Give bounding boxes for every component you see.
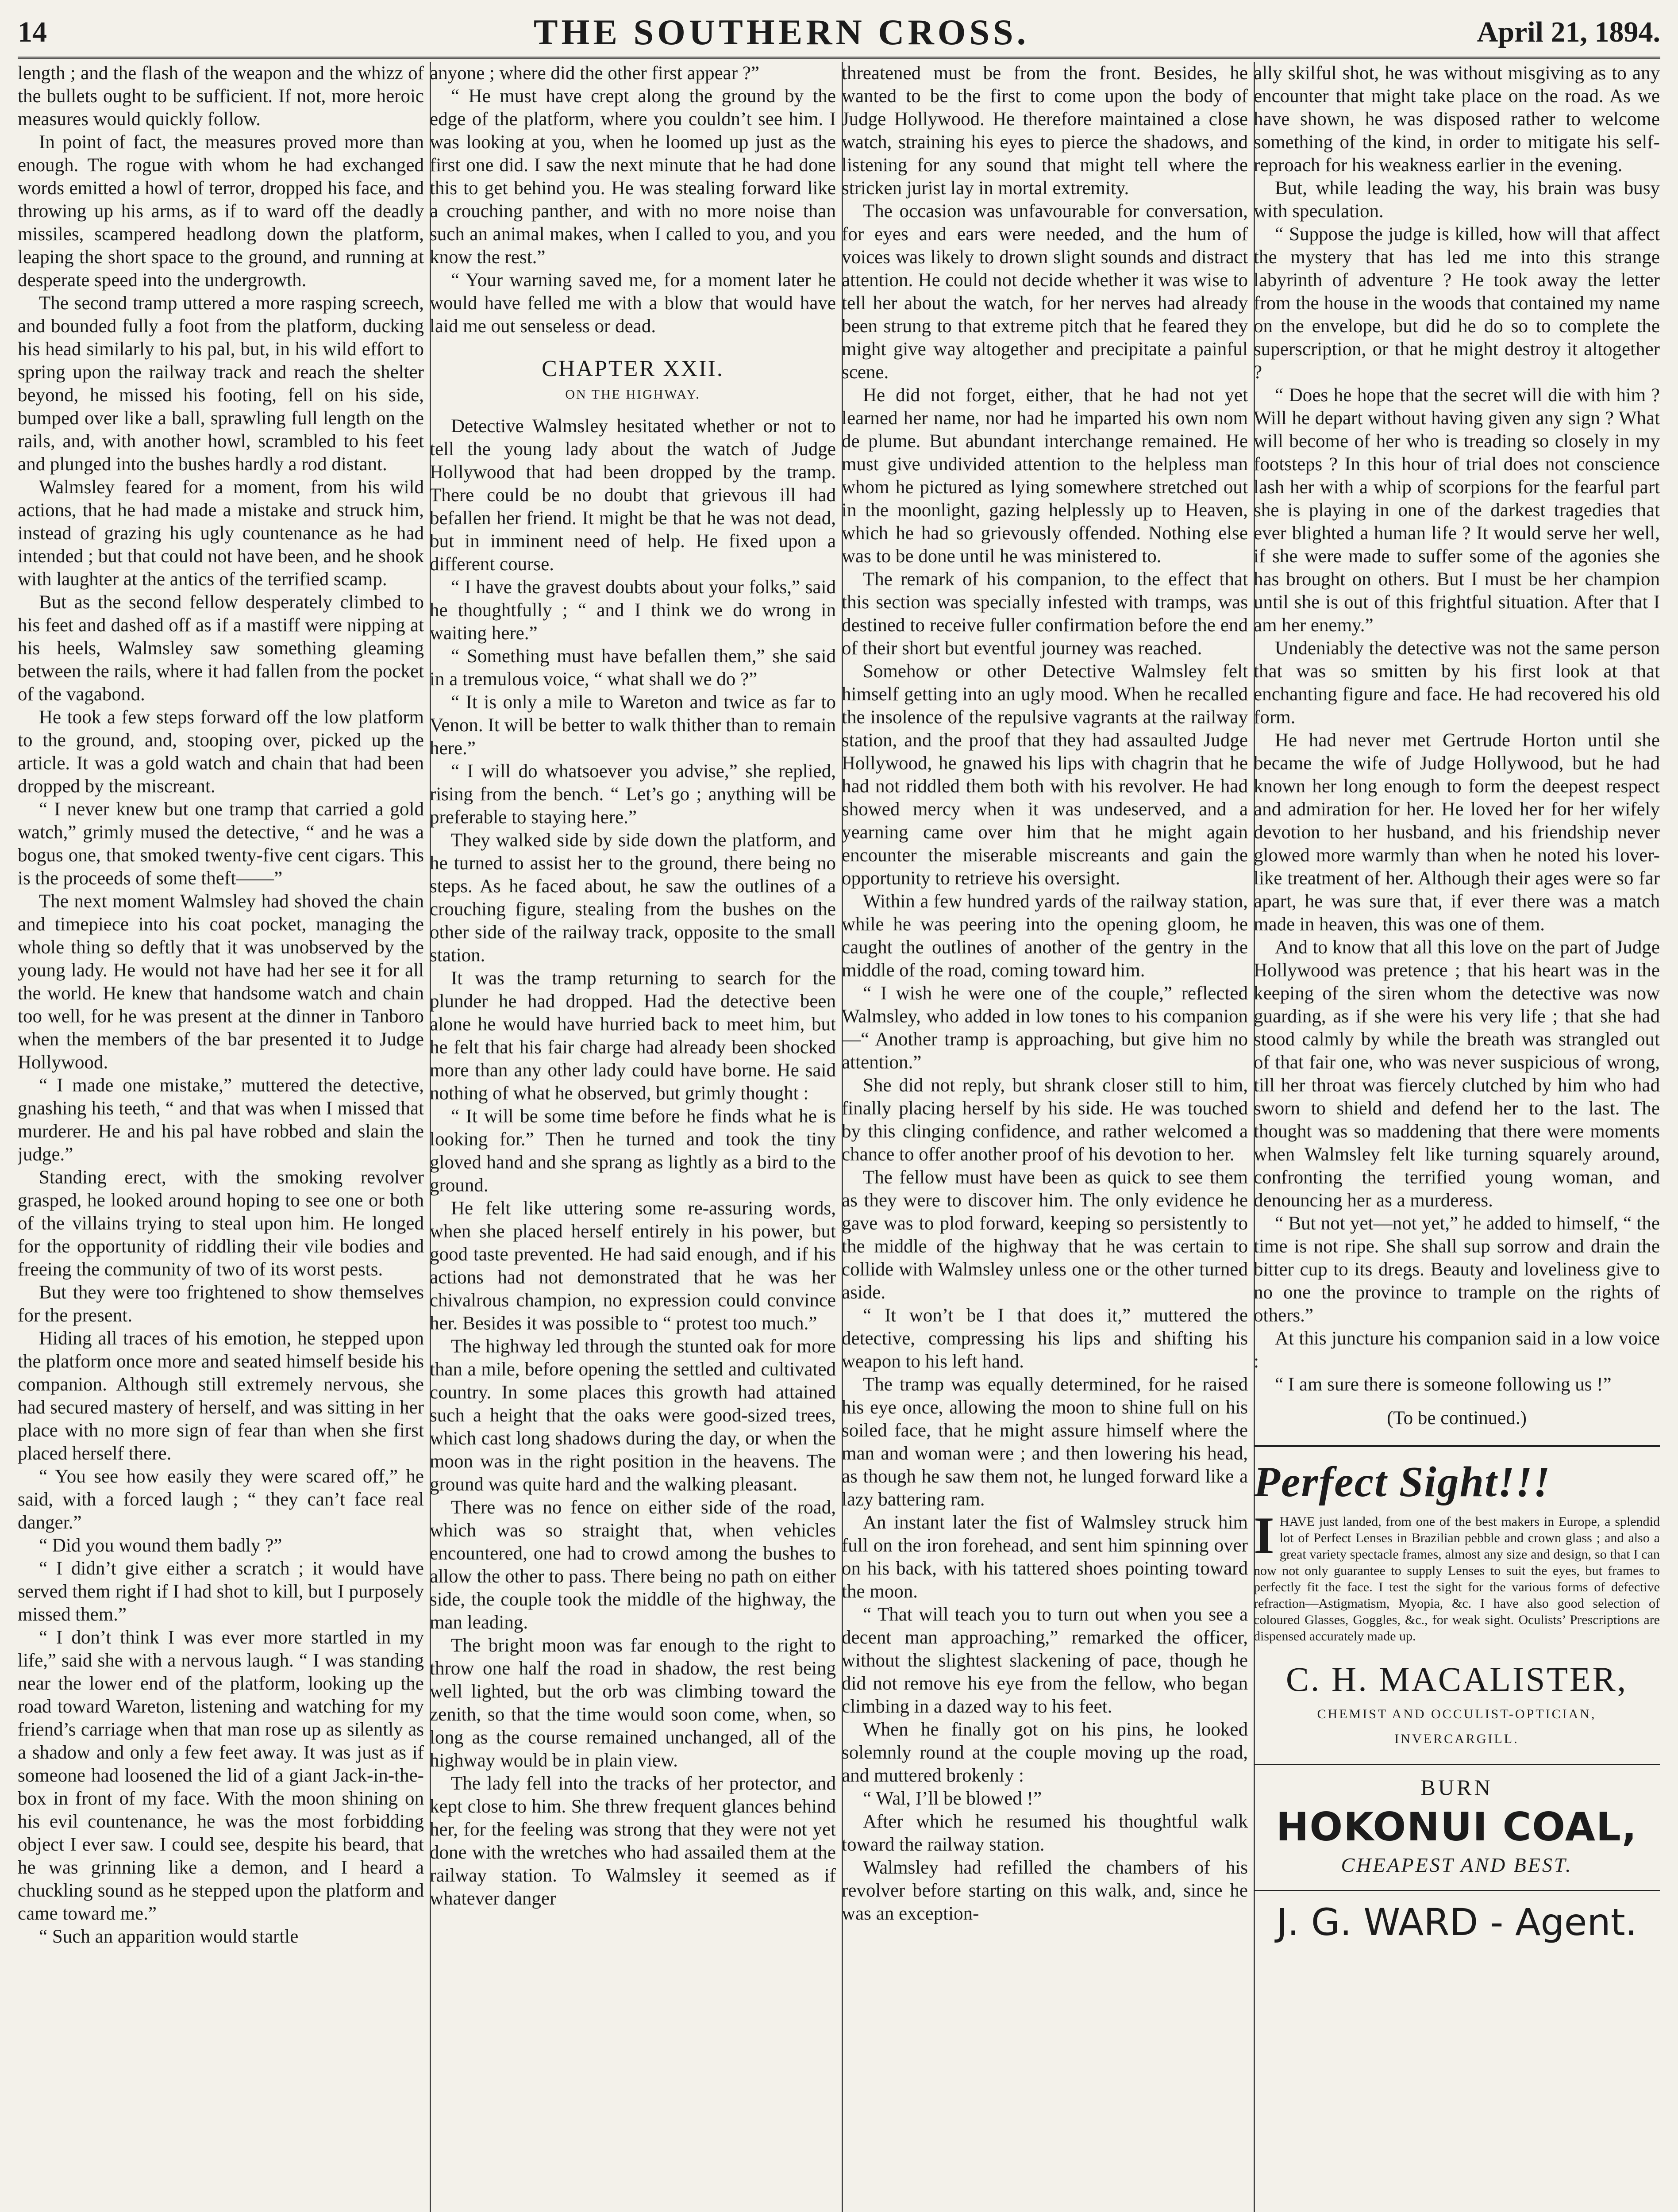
paragraph: But, while leading the way, his brain was busy with speculation. bbox=[1254, 178, 1660, 222]
article-columns bbox=[18, 62, 1660, 2212]
paragraph: The remark of his companion, to the effect that this section was specially infested with tramps, was destined to receive fuller confirmation before the end of their short but eventful journey was reached. bbox=[842, 569, 1248, 659]
paragraph: The lady fell into the tracks of her protector, and kept close to him. She threw frequent glances behind her, for the feeling was strong that they were not yet done with the wretches who had assailed them at the railway station. To Walmsley it seemed as if whatever danger bbox=[430, 1773, 836, 1909]
to-be-continued: (To be continued.) bbox=[1387, 1408, 1527, 1429]
paragraph: “ I didn’t give either a scratch ; it would have served them right if I had shot to kill, but I purposely missed them.” bbox=[18, 1558, 424, 1625]
paragraph: “ It won’t be I that does it,” muttered the detective, compressing his lips and shifting his weapon to his left hand. bbox=[842, 1305, 1248, 1372]
paragraph: “ Does he hope that the secret will die with him ? Will he depart without having given any sign ? What will become of her who is treading so closely in my footsteps ? In this hour of trial does not conscience lash her with a whip of scorpions for the fearful part she is playing in one of the darkest tragedies that ever blighted a human life ? It would serve her well, if she were made to suffer some of the agonies she has brought on others. But I must be her champion until she is out of this frightful situation. After that I am her enemy.” bbox=[1254, 385, 1660, 636]
paragraph: “ Such an apparition would startle bbox=[39, 1926, 299, 1947]
paragraph: “ I made one mistake,” muttered the detective, gnashing his teeth, “ and that was when I missed that murderer. He and his pal have robbed and slain the judge.” bbox=[18, 1075, 424, 1165]
paragraph: “ Wal, I’ll be blowed !” bbox=[863, 1788, 1042, 1809]
paragraph: There was no fence on either side of the road, which was so straight that, when vehicles encountered, one had to crowd among the bushes to allow the other to pass. There being no path on either side, the couple took the middle of the highway, the man leading. bbox=[430, 1497, 836, 1633]
paragraph: “ I wish he were one of the couple,” reflected Walmsley, who added in low tones to his companion —“ Another tramp is approaching, but give him no attention.” bbox=[842, 983, 1248, 1073]
paragraph: Somehow or other Detective Walmsley felt himself getting into an ugly mood. When he recalled the insolence of the repulsive vagrants at the railway station, and the proof that they had assaulted Judge Hollywood, he gnawed his lips with chagrin that he had not riddled them both with his revolver. He had showed mercy when it was undeserved, and a yearning came over him that he might again encounter the miserable miscreants and gain the opportunity to retrieve his oversight. bbox=[842, 661, 1248, 889]
column-2 bbox=[430, 62, 836, 2212]
paragraph: He did not forget, either, that he had not yet learned her name, nor had he imparted his own nom de plume. But abundant interchange remained. He must give undivided attention to the helpless man whom he pictured as lying somewhere stretched out in the moonlight, gazing helplessly up to Heaven, which he had so grievously offended. Nothing else was to be done until he was ministered to. bbox=[842, 385, 1248, 567]
paragraph: “ I never knew but one tramp that carried a gold watch,” grimly mused the detective, “ and he was a bogus one, that smoked twenty-five cent cigars. This is the proceeds of some theft——” bbox=[18, 799, 424, 889]
paragraph: Standing erect, with the smoking revolver grasped, he looked around hoping to see one or both of the villains trying to steal upon him. He longed for the opportunity of riddling their vile bodies and freeing the community of two of its worst pests. bbox=[18, 1167, 424, 1280]
advert-hokonui-coal bbox=[1254, 1774, 1660, 1943]
paragraph: “ I don’t think I was ever more startled in my life,” said she with a nervous laugh. “ I was standing near the lower end of the platform, looking up the road toward Wareton, listening and watching for my friend’s carriage when that man rose up as silently as a shadow and only a few feet away. It was just as if someone had loosened the lid of a giant Jack-in-the-box in front of my face. With the moon shining on his evil countenance, he was the most forbidding object I ever saw. I could see, despite his beard, that he was grinning like a demon, and I heard a chuckling sound as he stepped upon the platform and came toward me.” bbox=[18, 1627, 424, 1924]
advert-perfect-sight bbox=[1254, 1445, 1660, 1751]
paragraph: “ I have the gravest doubts about your folks,” said he thoughtfully ; “ and I think we do wrong in waiting here.” bbox=[430, 577, 836, 644]
drop-cap: I bbox=[1254, 1506, 1274, 1565]
paragraph: Walmsley feared for a moment, from his wild actions, that he had made a mistake and struck him, instead of grazing his ugly countenance as he had intended ; but that could not have been, and he shook with laughter at the antics of the terrified scamp. bbox=[18, 477, 424, 590]
advert-text: HAVE just landed, from one of the best makers in Europe, a splendid lot of Perfect Lenses in Brazilian pebble and crown glass ; and also a great variety spectacle frames, almost any size and design, so that I can now not only guarantee to supply Lenses to suit the eyes, but frames to perfectly fit the face. I test the sight for the various forms of defective refraction—Astigmatism, Myopia, &c. I have also good selection of coloured Glasses, Goggles, &c., for weak sight. Oculists’ Prescriptions are dispensed accurately made up. bbox=[1254, 1514, 1660, 1644]
paragraph: “ That will teach you to turn out when you see a decent man approaching,” remarked the officer, without the slightest slackening of pace, though he did not remove his eye from the fellow, who began climbing in a dazed way to his feet. bbox=[842, 1604, 1248, 1717]
paragraph: When he finally got on his pins, he looked solemnly round at the couple moving up the road, and muttered brokenly : bbox=[842, 1719, 1248, 1786]
paragraph: The tramp was equally determined, for he raised his eye once, allowing the moon to shine full on his soiled face, that he might assure himself where the man and woman were ; and then lowering his head, as though he saw them not, he lunged forward like a lazy battering ram. bbox=[842, 1374, 1248, 1510]
paragraph: The next moment Walmsley had shoved the chain and timepiece into his coat pocket, managing the whole thing so deftly that it was unobserved by the young lady. He would not have had her see it for all the world. He knew that handsome watch and chain too well, for he was present at the dinner in Tanboro when the members of the bar presented it to Judge Hollywood. bbox=[18, 891, 424, 1073]
page-number: 14 bbox=[18, 16, 47, 48]
advertiser-role: CHEMIST AND OCCULIST-OPTICIAN, bbox=[1317, 1707, 1597, 1721]
paragraph: Within a few hundred yards of the railway station, while he was peering into the opening gloom, he caught the outlines of another of the gentry in the middle of the road, coming toward him. bbox=[842, 891, 1248, 981]
advert-agent: J. G. WARD - Agent. bbox=[1254, 1890, 1660, 1943]
chapter-subheading: ON THE HIGHWAY. bbox=[565, 387, 700, 402]
paragraph: The fellow must have been as quick to see them as they were to discover him. The only evidence he gave was to plod forward, keeping so persistently to the middle of the highway that he was certain to collide with Walmsley unless one or the other turned aside. bbox=[842, 1167, 1248, 1303]
paragraph: He felt like uttering some re-assuring words, when she placed herself entirely in his power, but good taste prevented. He had said enough, and if his actions had not demonstrated that he was her chivalrous champion, no expression could convince her. Besides it was possible to “ protest too much.” bbox=[430, 1198, 836, 1334]
paragraph: “ Your warning saved me, for a moment later he would have felled me with a blow that would have laid me out senseless or dead. bbox=[430, 270, 836, 337]
paragraph: “ I am sure there is someone following us !” bbox=[1275, 1374, 1612, 1395]
newspaper-title: THE SOUTHERN CROSS. bbox=[533, 12, 1030, 52]
paragraph: They walked side by side down the platform, and he turned to assist her to the ground, there being no steps. As he faced about, he saw the outlines of a crouching figure, stealing from the bushes on the other side of the railway track, opposite to the small station. bbox=[430, 830, 836, 966]
paragraph: The occasion was unfavourable for conversation, for eyes and ears were needed, and the hum of voices was likely to drown slight sounds and distract attention. He could not decide whether it was wise to tell her about the watch, for her nerves had already been strung to that extreme pitch that he feared they might give way altogether and precipitate a painful scene. bbox=[842, 201, 1248, 383]
paragraph: Undeniably the detective was not the same person that was so smitten by his first look at that enchanting figure and face. He had recovered his old form. bbox=[1254, 638, 1660, 728]
paragraph: It was the tramp returning to search for the plunder he had dropped. Had the detective been alone he would have hurried back to meet him, but he felt that his fair charge had already been shocked more than any other lady could have borne. He said nothing of what he observed, but grimly thought : bbox=[430, 968, 836, 1104]
paragraph: Detective Walmsley hesitated whether or not to tell the young lady about the watch of Judge Hollywood that had been dropped by the tramp. There could be no doubt that grievous ill had befallen her friend. It might be that he was not dead, but in imminent need of help. He fixed upon a different course. bbox=[430, 416, 836, 575]
issue-date: April 21, 1894. bbox=[1477, 16, 1660, 48]
paragraph: The bright moon was far enough to the right to throw one half the road in shadow, the rest being well lighted, but the orb was climbing toward the zenith, so that the time would soon come, when, so long as the course remained unchanged, all of the highway would be in plain view. bbox=[430, 1635, 836, 1771]
paragraph: The highway led through the stunted oak for more than a mile, before opening the settled and cultivated country. In some places this growth had attained such a height that the oaks were good-sized trees, which cast long shadows during the day, or when the moon was in the right position in the heavens. The ground was quite hard and the walking pleasant. bbox=[430, 1336, 836, 1495]
advert-burn: BURN bbox=[1420, 1775, 1493, 1800]
paragraph: anyone ; where did the other first appear ?” bbox=[430, 63, 760, 84]
paragraph: She did not reply, but shrank closer still to him, finally placing herself by his side. He was touched by this clinging confidence, and rather welcomed a chance to offer another proof of his devotion to her. bbox=[842, 1075, 1248, 1165]
paragraph: Walmsley had refilled the chambers of his revolver before starting on this walk, and, since he was an exception- bbox=[842, 1857, 1248, 1924]
paragraph: ally skilful shot, he was without misgiving as to any encounter that might take place on the road. As we have shown, he was disposed rather to welcome something of the kind, in order to mitigate his self-reproach for his weakness earlier in the evening. bbox=[1254, 63, 1660, 176]
paragraph: He took a few steps forward off the low platform to the ground, and, stooping over, picked up the article. It was a gold watch and chain that had been dropped by the miscreant. bbox=[18, 707, 424, 797]
column-4 bbox=[1254, 62, 1660, 2212]
paragraph: “ But not yet—not yet,” he added to himself, “ the time is not ripe. She shall sup sorrow and drain the bitter cup to its dregs. Beauty and loveliness give to no one the province to trample on the rights of others.” bbox=[1254, 1213, 1660, 1326]
paragraph: “ Suppose the judge is killed, how will that affect the mystery that has led me into this strange labyrinth of adventure ? He took away the letter from the house in the woods that contained my name on the envelope, but did he do so to complete the superscription, or that he might destroy it altogether ? bbox=[1254, 224, 1660, 383]
paragraph: After which he resumed his thoughtful walk toward the railway station. bbox=[842, 1811, 1248, 1855]
column-1 bbox=[18, 62, 424, 2212]
advertiser-place: INVERCARGILL. bbox=[1394, 1732, 1519, 1746]
column-3 bbox=[842, 62, 1248, 2212]
paragraph: Hiding all traces of his emotion, he stepped upon the platform once more and seated himself beside his companion. Although still extremely nervous, she had secured mastery of herself, and was sitting in her place with no more sign of fear than when she first placed herself there. bbox=[18, 1328, 424, 1464]
chapter-heading: CHAPTER XXII. bbox=[542, 356, 724, 381]
divider bbox=[1254, 1764, 1660, 1765]
paragraph: But they were too frightened to show themselves for the present. bbox=[18, 1282, 424, 1326]
advert-tagline: CHEAPEST AND BEST. bbox=[1341, 1854, 1573, 1876]
paragraph: “ Something must have befallen them,” she said in a tremulous voice, “ what shall we do ?” bbox=[430, 646, 836, 690]
paragraph: “ It is only a mile to Wareton and twice as far to Venon. It will be better to walk thither than to remain here.” bbox=[430, 692, 836, 759]
paragraph: And to know that all this love on the part of Judge Hollywood was pretence ; that his heart was in the keeping of the siren whom the detective was now guarding, as if she were his very life ; that she had stood calmly by while the breath was strangled out of that fair one, who was never suspicious of wrong, till her throat was fiercely clutched by him who had sworn to shield and defend her to the last. The thought was so maddening that there were moments when Walmsley felt like turning squarely around, confronting the terrified young woman, and denouncing her as a murderess. bbox=[1254, 937, 1660, 1211]
paragraph: “ You see how easily they were scared off,” he said, with a forced laugh ; “ they can’t face real danger.” bbox=[18, 1466, 424, 1533]
advert-title: Perfect Sight!!! bbox=[1254, 1458, 1551, 1506]
advert-body bbox=[1254, 1506, 1660, 1644]
paragraph: “ Did you wound them badly ?” bbox=[39, 1535, 282, 1556]
paragraph: The second tramp uttered a more rasping screech, and bounded fully a foot from the platform, ducking his head similarly to his pal, but, in his wild effort to spring upon the railway track and reach the shelter beyond, he missed his footing, fell on his side, bumped over like a ball, sprawling full length on the rails, and, with another howl, scrambled to his feet and plunged into the bushes hardly a rod distant. bbox=[18, 293, 424, 475]
advertiser-name: C. H. MACALISTER, bbox=[1285, 1660, 1628, 1698]
advert-product: HOKONUI COAL, bbox=[1276, 1804, 1638, 1850]
masthead bbox=[18, 8, 1660, 59]
paragraph: “ It will be some time before he finds what he is looking for.” Then he turned and took the tiny gloved hand and she sprang as lightly as a bird to the ground. bbox=[430, 1106, 836, 1196]
paragraph: threatened must be from the front. Besides, he wanted to be the first to come upon the body of Judge Hollywood. He therefore maintained a close watch, straining his eyes to pierce the shadows, and listening for any sound that might tell where the stricken jurist lay in mortal extremity. bbox=[842, 63, 1248, 199]
paragraph: “ I will do whatsoever you advise,” she replied, rising from the bench. “ Let’s go ; anything will be preferable to staying here.” bbox=[430, 761, 836, 828]
paragraph: But as the second fellow desperately climbed to his feet and dashed off as if a mastiff were nipping at his heels, Walmsley saw something gleaming between the rails, where it had fallen from the pocket of the vagabond. bbox=[18, 592, 424, 705]
paragraph: An instant later the fist of Walmsley struck him full on the iron forehead, and sent him spinning over on his back, with his tattered shoes pointing toward the moon. bbox=[842, 1512, 1248, 1602]
paragraph: At this juncture his companion said in a low voice : bbox=[1254, 1328, 1660, 1372]
paragraph: “ He must have crept along the ground by the edge of the platform, where you couldn’t see him. I was looking at you, when he loomed up just as the first one did. I saw the next minute that he had done this to get behind you. He was stealing forward like a crouching panther, and with no more noise than such an animal makes, when I called to you, and you know the rest.” bbox=[430, 86, 836, 268]
paragraph: length ; and the flash of the weapon and the whizz of the bullets ought to be sufficient. If not, more heroic measures would quickly follow. bbox=[18, 63, 424, 130]
paragraph: In point of fact, the measures proved more than enough. The rogue with whom he had exchanged words emitted a howl of terror, dropped his face, and throwing up his arms, as if to ward off the deadly missiles, scampered headlong down the platform, leaping the short space to the ground, and running at desperate speed into the undergrowth. bbox=[18, 132, 424, 291]
paragraph: He had never met Gertrude Horton until she became the wife of Judge Hollywood, but he had known her long enough to form the deepest respect and admiration for her. He loved her for her wifely devotion to her husband, and his friendship never glowed more warmly than when he noted his lover-like treatment of her. Although their ages were so far apart, he was sure that, if ever there was a match made in heaven, this was one of them. bbox=[1254, 730, 1660, 935]
